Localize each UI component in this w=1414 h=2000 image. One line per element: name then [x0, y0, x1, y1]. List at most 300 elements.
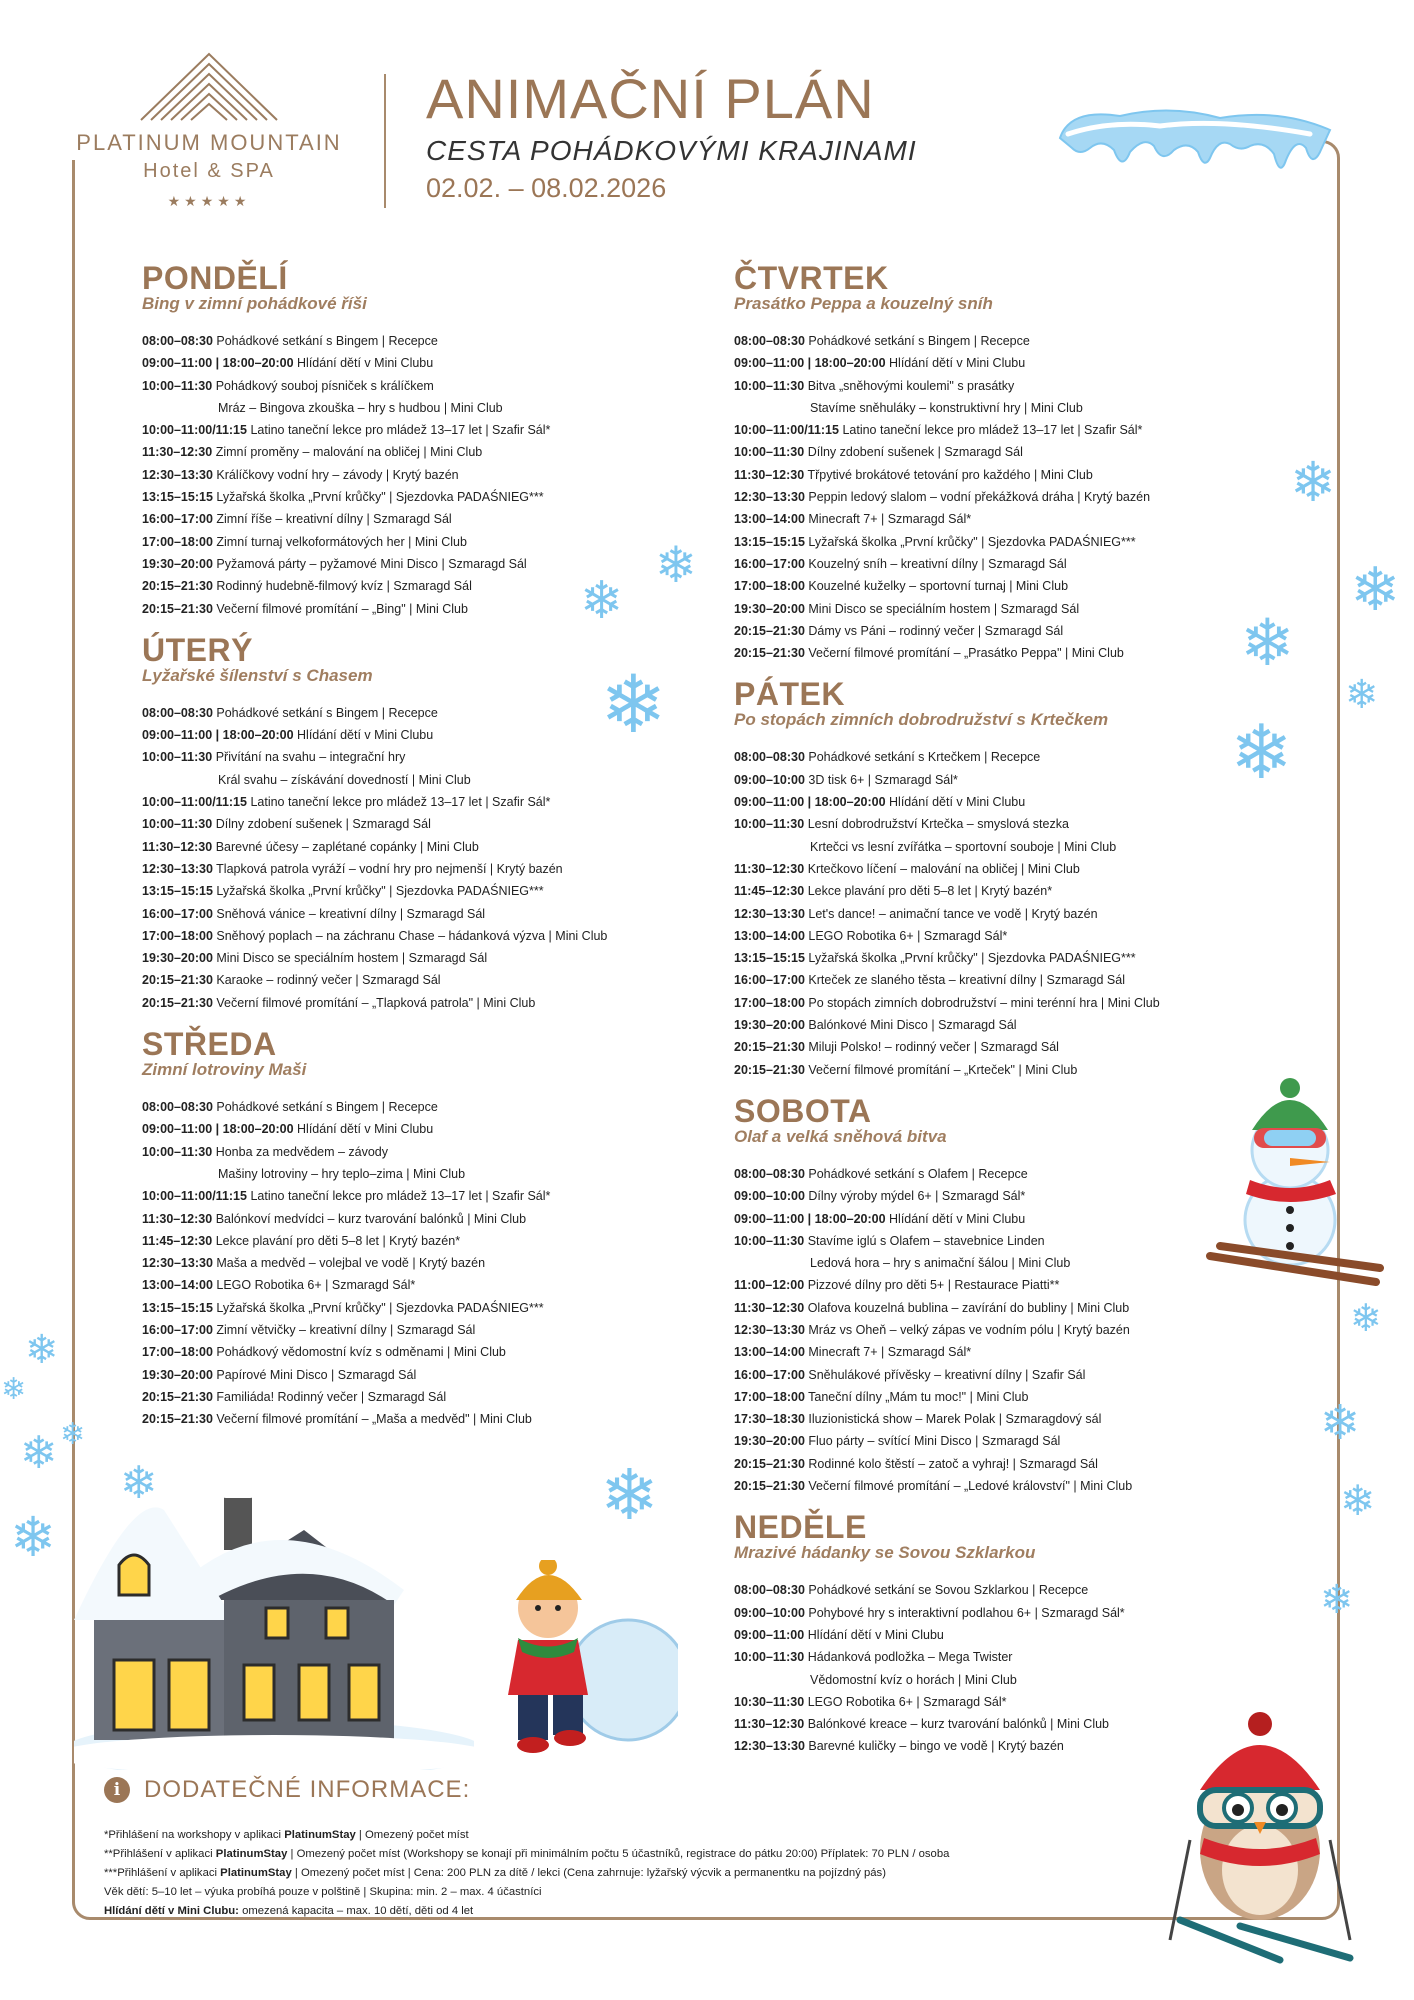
info-note — [104, 1845, 1204, 1864]
event-row — [142, 464, 702, 486]
event-row — [142, 397, 702, 419]
snowflake-icon: ❄ — [655, 537, 697, 593]
event-time: 19:30–20:00 — [142, 1367, 213, 1382]
event-row — [142, 947, 702, 969]
snowflake-icon: ❄ — [1350, 556, 1401, 623]
event-time: 13:15–15:15 — [734, 951, 805, 966]
icicles-icon — [1050, 108, 1340, 188]
event-row — [734, 791, 1334, 813]
event-time: 13:00–14:00 — [142, 1278, 213, 1293]
event-time: 13:15–15:15 — [142, 1300, 213, 1315]
event-time: 19:30–20:00 — [734, 601, 805, 616]
event-text: Sněhový poplach – na záchranu Chase – hádanková výzva | Mini Club — [216, 928, 608, 943]
event-text: Král svahu – získávání dovedností | Mini Club — [218, 772, 471, 787]
event-text: Zimní turnaj velkoformátových her | Mini Club — [216, 534, 467, 549]
event-time: 20:15–21:30 — [734, 1479, 805, 1494]
event-text: Pyžamová párty – pyžamové Mini Disco | Szmaragd Sál — [216, 556, 527, 571]
day-name: ČTVRTEK — [734, 260, 889, 296]
event-text: Lekce plavání pro děti 5–8 let | Krytý bazén* — [215, 1233, 461, 1248]
event-time: 10:00–11:30 — [734, 445, 805, 460]
day-theme: Lyžařské šílenství s Chasem — [142, 665, 373, 685]
event-time: 10:00–11:30 — [734, 1233, 805, 1248]
day-name: STŘEDA — [142, 1026, 277, 1063]
event-text: Králíčkovy vodní hry – závody | Krytý bazén — [216, 467, 459, 482]
event-time: 12:30–13:30 — [734, 1322, 805, 1337]
event-row — [734, 1364, 1334, 1386]
event-time: 10:00–11:00/11:15 — [142, 423, 247, 438]
event-text: Barevné účesy – zaplétané copánky | Mini Club — [215, 839, 479, 854]
event-row — [734, 419, 1334, 441]
event-time: 09:00–11:00 | 18:00–20:00 — [734, 795, 886, 810]
event-time: 20:15–21:30 — [142, 601, 213, 616]
event-text: Zimní říše – kreativní dílny | Szmaragd Sál — [216, 512, 452, 527]
event-text: Karaoke – rodinný večer | Szmaragd Sál — [216, 973, 441, 988]
event-time: 13:00–14:00 — [734, 512, 805, 527]
event-text: Latino taneční lekce pro mládež 13–17 let | Szafir Sál* — [250, 423, 551, 438]
skiing-snowman-illustration — [1190, 1070, 1390, 1290]
info-note — [104, 1826, 1204, 1845]
event-text: Mráz – Bingova zkouška – hry s hudbou | Mini Club — [218, 400, 503, 415]
event-time: 17:00–18:00 — [142, 1345, 213, 1360]
event-row — [142, 1386, 702, 1408]
event-row — [734, 858, 1334, 880]
day-theme: Bing v zimní pohádkové říši — [142, 294, 367, 313]
info-icon: i — [104, 1777, 130, 1803]
event-text: Fluo párty – svítící Mini Disco | Szmaragd Sál — [808, 1434, 1061, 1449]
event-text: Minecraft 7+ | Szmaragd Sál* — [808, 1345, 972, 1360]
event-text: Dámy vs Páni – rodinný večer | Szmaragd Sál — [808, 623, 1064, 638]
event-time: 08:00–08:30 — [734, 1583, 805, 1598]
event-text: Sněhová vánice – kreativní dílny | Szmaragd Sál — [216, 906, 486, 921]
snowflake-icon: ❄ — [25, 1328, 59, 1372]
event-time: 10:00–11:00/11:15 — [142, 795, 247, 810]
event-text: Přivítání na svahu – integrační hry — [215, 750, 406, 765]
event-text: Pizzové dílny pro děti 5+ | Restaurace Piatti** — [807, 1278, 1060, 1293]
day-theme: Zimní lotroviny Maši — [142, 1060, 307, 1080]
event-text: Krtečkovo líčení – malování na obličej | Mini Club — [807, 861, 1080, 876]
snowflake-icon: ❄ — [120, 1457, 158, 1508]
event-text: Lyžařská školka „První krůčky" | Sjezdovka PADAŚNIEG*** — [216, 1300, 544, 1315]
event-text: Třpytivé brokátové tetování pro každého | Mini Club — [807, 467, 1093, 482]
event-time: 17:00–18:00 — [734, 1389, 805, 1404]
event-text: Lekce plavání pro děti 5–8 let | Krytý bazén* — [807, 884, 1053, 899]
info-note — [104, 1883, 1204, 1902]
event-row — [734, 553, 1334, 575]
event-row — [142, 969, 702, 991]
additional-info — [104, 1776, 1204, 1921]
hotel-subtitle: Hotel & SPA — [143, 160, 275, 182]
event-text: Pohádkové setkání s Krtečkem | Recepce — [808, 750, 1041, 765]
event-time: 13:15–15:15 — [142, 490, 213, 505]
event-text: Po stopách zimních dobrodružství – mini terénní hra | Mini Club — [808, 995, 1160, 1010]
event-text: Mráz vs Oheň – velký zápas ve vodním pólu | Krytý bazén — [808, 1322, 1130, 1337]
event-time: 20:15–21:30 — [734, 623, 805, 638]
event-time: 10:30–11:30 — [734, 1694, 805, 1709]
event-text: Lyžařská školka „První krůčky" | Sjezdovka PADAŚNIEG*** — [808, 951, 1136, 966]
day-name: PONDĚLÍ — [142, 260, 288, 296]
hotel-name: PLATINUM MOUNTAIN — [76, 130, 342, 155]
event-row — [734, 947, 1334, 969]
event-text: Balónkové Mini Disco | Szmaragd Sál — [808, 1018, 1017, 1033]
event-time: 10:00–11:30 — [142, 750, 213, 765]
event-row — [142, 836, 702, 858]
event-row — [734, 1014, 1334, 1036]
event-text: Ledová hora – hry s animační šálou | Mini Club — [810, 1256, 1071, 1271]
event-time: 09:00–11:00 | 18:00–20:00 — [142, 1122, 294, 1137]
event-time: 12:30–13:30 — [142, 1256, 213, 1271]
event-row — [142, 1141, 702, 1163]
event-time: 16:00–17:00 — [734, 1367, 805, 1382]
event-text: Zimní proměny – malování na obličej | Mini Club — [215, 445, 483, 460]
event-row — [142, 419, 702, 441]
snowflake-icon: ❄ — [600, 660, 668, 749]
event-row — [142, 1118, 702, 1140]
event-row — [734, 1408, 1334, 1430]
event-text: Vědomostní kvíz o horách | Mini Club — [810, 1672, 1017, 1687]
event-row — [734, 375, 1334, 397]
event-text: LEGO Robotika 6+ | Szmaragd Sál* — [216, 1278, 416, 1293]
event-row — [734, 969, 1334, 991]
day-theme: Olaf a velká sněhová bitva — [734, 1126, 947, 1146]
event-row — [734, 330, 1334, 352]
event-time: 10:00–11:30 — [734, 817, 805, 832]
event-time: 09:00–11:00 | 18:00–20:00 — [142, 728, 294, 743]
event-time: 16:00–17:00 — [734, 973, 805, 988]
event-time: 10:00–11:30 — [734, 1650, 805, 1665]
event-time: 17:00–18:00 — [734, 995, 805, 1010]
event-text: Pohádkové setkání se Sovou Szklarkou | Recepce — [808, 1583, 1089, 1598]
event-time: 09:00–10:00 — [734, 1605, 805, 1620]
event-row — [142, 813, 702, 835]
event-row — [142, 769, 702, 791]
day-section — [142, 1028, 702, 1430]
event-text: Hlídání dětí v Mini Clubu — [889, 1211, 1026, 1226]
event-text: Bitva „sněhovými koulemi" s prasátky — [807, 378, 1015, 393]
note-text: **Přihlášení v aplikaci — [104, 1848, 216, 1860]
event-row — [734, 1669, 1334, 1691]
day-section — [142, 262, 702, 620]
event-row — [142, 1274, 702, 1296]
event-text: Krtečci vs lesní zvířátka – sportovní souboje | Mini Club — [810, 839, 1117, 854]
event-text: Večerní filmové promítání – „Maša a medvěd" | Mini Club — [216, 1412, 532, 1427]
event-text: LEGO Robotika 6+ | Szmaragd Sál* — [807, 1694, 1007, 1709]
event-row — [734, 1341, 1334, 1363]
event-time: 17:00–18:00 — [142, 534, 213, 549]
event-time: 08:00–08:30 — [734, 750, 805, 765]
event-text: Kouzelné kuželky – sportovní turnaj | Mini Club — [808, 579, 1069, 594]
event-row — [734, 880, 1334, 902]
event-text: Hlídání dětí v Mini Clubu — [297, 356, 434, 371]
event-text: Večerní filmové promítání – „Bing" | Mini Club — [216, 601, 468, 616]
event-time: 20:15–21:30 — [142, 973, 213, 988]
event-row — [734, 508, 1334, 530]
note-text: ***Přihlášení v aplikaci — [104, 1867, 221, 1879]
event-text: Iluzionistická show – Marek Polak | Szmaragdový sál — [808, 1412, 1102, 1427]
event-text: Familiáda! Rodinný večer | Szmaragd Sál — [216, 1389, 447, 1404]
event-text: Pohádkový vědomostní kvíz s odměnami | Mini Club — [216, 1345, 506, 1360]
event-row — [142, 531, 702, 553]
event-time: 11:30–12:30 — [734, 861, 805, 876]
event-time: 08:00–08:30 — [734, 334, 805, 348]
snowflake-icon: ❄ — [1340, 1477, 1376, 1524]
snowflake-icon: ❄ — [1, 1373, 27, 1406]
event-row — [734, 992, 1334, 1014]
event-time: 12:30–13:30 — [142, 467, 213, 482]
info-title: DODATEČNÉ INFORMACE: — [144, 1776, 471, 1803]
event-time: 11:30–12:30 — [142, 445, 213, 460]
event-text: 3D tisk 6+ | Szmaragd Sál* — [808, 772, 958, 787]
event-row — [734, 1319, 1334, 1341]
event-text: Stavíme sněhuláky – konstruktivní hry | Mini Club — [810, 400, 1083, 415]
event-row — [142, 1208, 702, 1230]
event-text: Zimní větvičky – kreativní dílny | Szmaragd Sál — [216, 1322, 476, 1337]
event-text: Sněhulákové přívěsky – kreativní dílny | Szafir Sál — [808, 1367, 1086, 1382]
snowflake-icon: ❄ — [1320, 1397, 1361, 1450]
event-text: Pohádkové setkání s Bingem | Recepce — [216, 334, 438, 348]
event-row — [142, 1364, 702, 1386]
event-row — [142, 375, 702, 397]
event-time: 11:30–12:30 — [142, 1211, 213, 1226]
event-time: 08:00–08:30 — [142, 705, 213, 720]
event-time: 16:00–17:00 — [734, 556, 805, 571]
event-time: 17:00–18:00 — [142, 928, 213, 943]
event-time: 16:00–17:00 — [142, 906, 213, 921]
event-time: 08:00–08:30 — [142, 1100, 213, 1115]
event-time: 20:15–21:30 — [142, 1389, 213, 1404]
event-time: 20:15–21:30 — [734, 1456, 805, 1471]
event-time: 09:00–11:00 | 18:00–20:00 — [734, 356, 886, 371]
event-row — [734, 1475, 1334, 1497]
event-text: Lesní dobrodružství Krtečka – smyslová stezka — [807, 817, 1069, 832]
event-text: Latino taneční lekce pro mládež 13–17 let | Szafir Sál* — [842, 423, 1143, 438]
event-time: 13:00–14:00 — [734, 1345, 805, 1360]
page-title: ANIMAČNÍ PLÁN — [426, 67, 875, 130]
date-range: 02.02. – 08.02.2026 — [426, 172, 667, 203]
event-text: Pohádkové setkání s Olafem | Recepce — [808, 1166, 1028, 1181]
snowflake-icon: ❄ — [20, 1427, 58, 1478]
snowflake-icon: ❄ — [1320, 1578, 1354, 1622]
event-text: Balónkoví medvídci – kurz tvarování balónků | Mini Club — [215, 1211, 527, 1226]
event-row — [142, 858, 702, 880]
event-text: Večerní filmové promítání – „Ledové království" | Mini Club — [808, 1479, 1133, 1494]
event-text: Lyžařská školka „První krůčky" | Sjezdovka PADAŚNIEG*** — [216, 490, 544, 505]
event-row — [142, 1319, 702, 1341]
event-row — [142, 1341, 702, 1363]
info-note — [104, 1902, 1204, 1921]
event-time: 16:00–17:00 — [142, 512, 213, 527]
event-time: 17:30–18:30 — [734, 1412, 805, 1427]
event-text: Pohybové hry s interaktivní podlahou 6+ | Szmaragd Sál* — [808, 1605, 1125, 1620]
event-text: Hlídání dětí v Mini Clubu — [297, 1122, 434, 1137]
event-text: Minecraft 7+ | Szmaragd Sál* — [808, 512, 972, 527]
event-text: Mini Disco se speciálním hostem | Szmaragd Sál — [216, 951, 488, 966]
page-subtitle: CESTA POHÁDKOVÝMI KRAJINAMI — [426, 134, 917, 166]
schedule-right-column — [734, 260, 1337, 1758]
event-time: 16:00–17:00 — [142, 1322, 213, 1337]
event-row — [734, 1646, 1334, 1668]
event-row — [142, 880, 702, 902]
event-time: 10:00–11:30 — [142, 378, 213, 393]
event-text: Pohádkové setkání s Bingem | Recepce — [216, 1100, 438, 1115]
snowflake-icon: ❄ — [580, 572, 624, 630]
event-text: Mašiny lotroviny – hry teplo–zima | Mini Club — [218, 1166, 466, 1181]
note-bold: PlatinumStay — [284, 1829, 356, 1841]
event-row — [142, 1408, 702, 1430]
event-time: 10:00–11:00/11:15 — [734, 423, 839, 438]
event-text: Kouzelný sníh – kreativní dílny | Szmaragd Sál — [808, 556, 1067, 571]
event-time: 20:15–21:30 — [142, 995, 213, 1010]
event-row — [734, 1624, 1334, 1646]
event-row — [734, 836, 1334, 858]
event-time: 12:30–13:30 — [734, 490, 805, 505]
event-text: Krteček ze slaného těsta – kreativní dílny | Szmaragd Sál — [808, 973, 1125, 988]
event-row — [734, 575, 1334, 597]
header — [426, 67, 917, 204]
event-time: 11:45–12:30 — [142, 1233, 213, 1248]
day-name: PÁTEK — [734, 676, 845, 713]
event-time: 20:15–21:30 — [734, 1062, 805, 1077]
event-time: 12:30–13:30 — [734, 906, 805, 921]
event-row — [142, 1185, 702, 1207]
event-text: Mini Disco se speciálním hostem | Szmaragd Sál — [808, 601, 1080, 616]
event-text: Hlídání dětí v Mini Clubu — [889, 356, 1026, 371]
event-row — [734, 1297, 1334, 1319]
mountain-logo-icon — [139, 52, 279, 122]
event-time: 20:15–21:30 — [734, 646, 805, 661]
event-text: Dílny zdobení sušenek | Szmaragd Sál — [215, 817, 431, 832]
event-row — [734, 1579, 1334, 1601]
event-time: 13:15–15:15 — [734, 534, 805, 549]
note-bold: PlatinumStay — [220, 1867, 292, 1879]
event-time: 19:30–20:00 — [142, 951, 213, 966]
event-row — [734, 1602, 1334, 1624]
event-row — [142, 992, 702, 1014]
header-divider — [384, 74, 386, 208]
snowflake-icon: ❄ — [60, 1418, 86, 1451]
event-text: Dílny výroby mýdel 6+ | Szmaragd Sál* — [808, 1189, 1026, 1204]
snowflake-icon: ❄ — [1230, 710, 1293, 794]
event-row — [734, 813, 1334, 835]
event-time: 17:00–18:00 — [734, 579, 805, 594]
hotel-logo — [64, 52, 354, 210]
event-row — [142, 441, 702, 463]
event-time: 09:00–11:00 | 18:00–20:00 — [734, 1211, 886, 1226]
event-row — [734, 397, 1334, 419]
event-time: 20:15–21:30 — [142, 1412, 213, 1427]
day-theme: Mrazivé hádanky se Sovou Szklarkou — [734, 1543, 1036, 1563]
snowflake-icon: ❄ — [1350, 1298, 1382, 1340]
event-text: Honba za medvědem – závody — [215, 1144, 389, 1159]
event-text: Hlídání dětí v Mini Clubu — [889, 795, 1026, 810]
event-row — [734, 1453, 1334, 1475]
event-text: Večerní filmové promítání – „Tlapková patrola" | Mini Club — [216, 995, 536, 1010]
event-time: 09:00–11:00 | 18:00–20:00 — [142, 356, 294, 371]
event-time: 09:00–10:00 — [734, 1189, 805, 1204]
event-time: 12:30–13:30 — [734, 1739, 805, 1754]
event-row — [142, 330, 702, 352]
event-text: Let's dance! – animační tance ve vodě | Krytý bazén — [808, 906, 1098, 921]
event-row — [142, 903, 702, 925]
schedule-left-column — [142, 262, 702, 1430]
event-row — [734, 925, 1334, 947]
event-row — [734, 1430, 1334, 1452]
snowflake-icon: ❄ — [600, 1456, 659, 1534]
day-theme: Prasátko Peppa a kouzelný sníh — [734, 294, 993, 313]
snowflake-icon: ❄ — [1240, 606, 1295, 679]
day-name: SOBOTA — [734, 1092, 872, 1129]
event-time: 08:00–08:30 — [734, 1166, 805, 1181]
kid-with-snowball-illustration — [478, 1560, 678, 1760]
snowy-house-illustration — [74, 1470, 474, 1770]
event-row — [142, 925, 702, 947]
event-row — [734, 1036, 1334, 1058]
day-section — [734, 260, 1337, 664]
snowflake-icon: ❄ — [1345, 673, 1379, 717]
event-row — [734, 903, 1334, 925]
event-text: Latino taneční lekce pro mládež 13–17 let | Szafir Sál* — [250, 1189, 551, 1204]
event-text: Miluji Polsko! – rodinný večer | Szmaragd Sál — [808, 1040, 1059, 1055]
event-row — [142, 1252, 702, 1274]
event-time: 10:00–11:30 — [142, 1144, 213, 1159]
event-time: 19:30–20:00 — [734, 1434, 805, 1449]
event-time: 19:30–20:00 — [142, 556, 213, 571]
event-text: Lyžařská školka „První krůčky" | Sjezdovka PADAŚNIEG*** — [216, 884, 544, 899]
event-text: Stavíme iglú s Olafem – stavebnice Linden — [807, 1233, 1045, 1248]
note-bold: Hlídání dětí v Mini Clubu: — [104, 1905, 239, 1917]
note-text: omezená kapacita – max. 10 dětí, děti od 4 let — [238, 1905, 474, 1917]
event-text: Latino taneční lekce pro mládež 13–17 let | Szafir Sál* — [250, 795, 551, 810]
event-time: 09:00–10:00 — [734, 772, 805, 787]
event-row — [734, 1386, 1334, 1408]
event-time: 20:15–21:30 — [142, 579, 213, 594]
event-text: Večerní filmové promítání – „Prasátko Peppa" | Mini Club — [808, 646, 1124, 661]
event-text: Rodinný hudebně-filmový kvíz | Szmaragd Sál — [216, 579, 472, 594]
event-text: Tlapková patrola vyráží – vodní hry pro nejmenší | Krytý bazén — [216, 861, 563, 876]
event-text: Hádanková podložka – Mega Twister — [807, 1650, 1013, 1665]
event-text: Hlídání dětí v Mini Clubu — [807, 1627, 944, 1642]
event-row — [142, 791, 702, 813]
event-row — [142, 1096, 702, 1118]
event-text: Barevné kuličky – bingo ve vodě | Krytý bazén — [808, 1739, 1064, 1754]
event-row — [734, 486, 1334, 508]
event-time: 19:30–20:00 — [734, 1018, 805, 1033]
event-text: Olafova kouzelná bublina – zavírání do bubliny | Mini Club — [807, 1300, 1130, 1315]
event-row — [734, 531, 1334, 553]
event-text: Taneční dílny „Mám tu moc!" | Mini Club — [808, 1389, 1029, 1404]
event-row — [142, 486, 702, 508]
event-text: Pohádkový souboj písniček s králíčkem — [215, 378, 434, 393]
event-time: 11:30–12:30 — [734, 1300, 805, 1315]
event-text: Pohádkové setkání s Bingem | Recepce — [808, 334, 1030, 348]
event-row — [142, 1230, 702, 1252]
event-time: 10:00–11:30 — [734, 378, 805, 393]
event-text: Pohádkové setkání s Bingem | Recepce — [216, 705, 438, 720]
day-name: NEDĚLE — [734, 1509, 867, 1546]
event-text: Hlídání dětí v Mini Clubu — [297, 728, 434, 743]
event-text: LEGO Robotika 6+ | Szmaragd Sál* — [808, 928, 1008, 943]
event-time: 11:30–12:30 — [142, 839, 213, 854]
event-text: Rodinné kolo štěstí – zatoč a vyhraj! | Szmaragd Sál — [808, 1456, 1098, 1471]
event-row — [734, 464, 1334, 486]
event-row — [734, 441, 1334, 463]
snowflake-icon: ❄ — [1290, 451, 1337, 513]
hotel-stars: ★★★★★ — [167, 193, 251, 209]
event-row — [142, 508, 702, 530]
event-text: Lyžařská školka „První krůčky" | Sjezdovka PADAŚNIEG*** — [808, 534, 1136, 549]
event-text: Večerní filmové promítání – „Krteček" | Mini Club — [808, 1062, 1078, 1077]
event-row — [142, 1297, 702, 1319]
event-row — [142, 746, 702, 768]
